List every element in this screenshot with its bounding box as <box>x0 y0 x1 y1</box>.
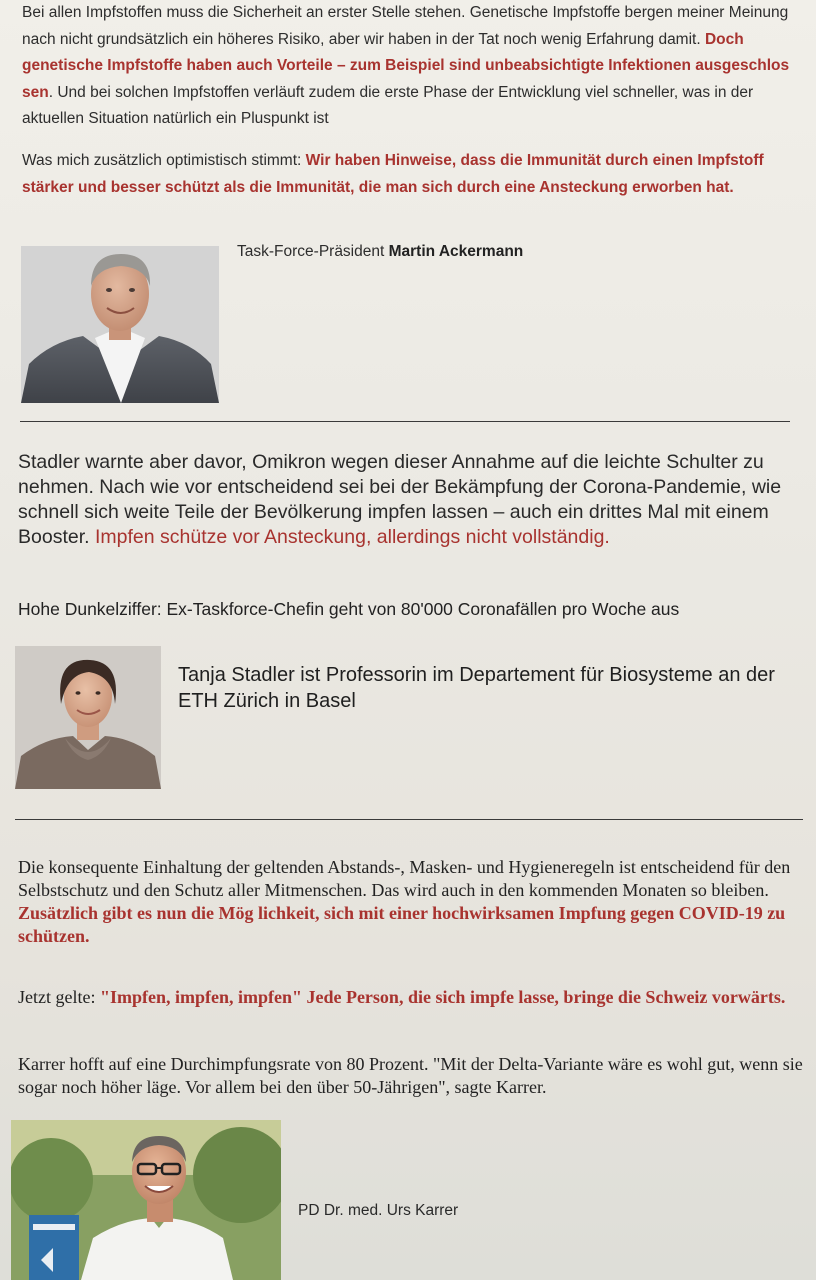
highlighted-text: Impfen schütze vor Ansteckung, allerdings nicht vollständig. <box>94 526 610 548</box>
karrer-paragraph-1 <box>18 856 808 948</box>
quote-text: Bei allen Impfstoffen muss die Sicherheit an erster Stelle stehen. Genetische Impfstoffe bergen meiner Meinung nach nicht grundsätzlich ein höheres Risiko, aber wir haben in der Tat noch wenig Erfahrung damit. <box>22 4 789 48</box>
ackermann-quote-paragraph-2 <box>22 148 802 201</box>
highlighted-quote-text: Doch genetische Impfstoffe haben auch Vorteile – zum Beispiel sind unbeabsichtigte Infektionen ausgeschlos sen <box>22 30 790 101</box>
body-text: Stadler warnte aber davor, Omikron wegen dieser Annahme auf die leichte Schulter zu nehmen. Nach wie vor entscheidend sei bei der Bekämpfung der Corona-Pandemie, wie schnell sich weite Teile der Bevölkerung impfen lassen – auch ein drittes Mal mit einem Booster. <box>18 451 782 548</box>
stadler-photo-caption: Tanja Stadler ist Professorin im Departement für Biosysteme an der ETH Zürich in Basel <box>178 664 775 712</box>
highlighted-text: "Impfen, impfen, impfen" Jede Person, die sich impfe lasse, bringe die Schweiz vorwärts. <box>99 987 786 1007</box>
highlighted-text: Zusätzlich gibt es nun die Mög lichkeit, sich mit einer hochwirksamen Impfung gegen COVID-19 zu schützen. <box>18 903 786 946</box>
stadler-paragraph <box>18 450 808 550</box>
highlighted-quote-text: Wir haben Hinweise, dass die Immunität durch einen Impfstoff stärker und besser schützt als die Immunität, die man sich durch eine Ansteckung erworben hat. <box>22 152 764 196</box>
section-divider <box>15 819 803 820</box>
quote-text: . Und bei solchen Impfstoffen verläuft zudem die erste Phase der Entwicklung viel schneller, was in der aktuellen Situation natürlich ein Pluspunkt ist <box>22 83 754 127</box>
ackermann-photo-caption <box>237 243 523 261</box>
karrer-paragraph-3: Karrer hofft auf eine Durchimpfungsrate von 80 Prozent. "Mit der Delta-Variante wäre es wohl gut, wenn sie sogar noch höher läge. Vor allem bei den über 50-Jährigen", sagte Karrer. <box>18 1054 803 1097</box>
caption-role: Task-Force-Präsident <box>237 243 389 260</box>
stadler-portrait-photo <box>15 646 161 789</box>
body-text: Die konsequente Einhaltung der geltenden Abstands-, Masken- und Hygieneregeln ist entscheidend für den Selbstschutz und den Schutz aller Mitmenschen. Das wird auch in den kommenden Monaten so bleiben. <box>18 857 791 900</box>
karrer-portrait-photo <box>11 1120 281 1280</box>
caption-person-name: Martin Ackermann <box>388 243 524 260</box>
karrer-paragraph-2 <box>18 986 808 1009</box>
karrer-photo-caption: PD Dr. med. Urs Karrer <box>298 1202 459 1219</box>
ackermann-quote-paragraph-1 <box>22 0 802 133</box>
quote-text: Was mich zusätzlich optimistisch stimmt: <box>22 152 306 169</box>
stadler-headline: Hohe Dunkelziffer: Ex-Taskforce-Chefin geht von 80'000 Coronafällen pro Woche aus <box>18 599 680 619</box>
ackermann-portrait-photo <box>21 246 219 403</box>
body-text: Jetzt gelte: <box>18 987 100 1007</box>
section-divider <box>20 421 790 422</box>
